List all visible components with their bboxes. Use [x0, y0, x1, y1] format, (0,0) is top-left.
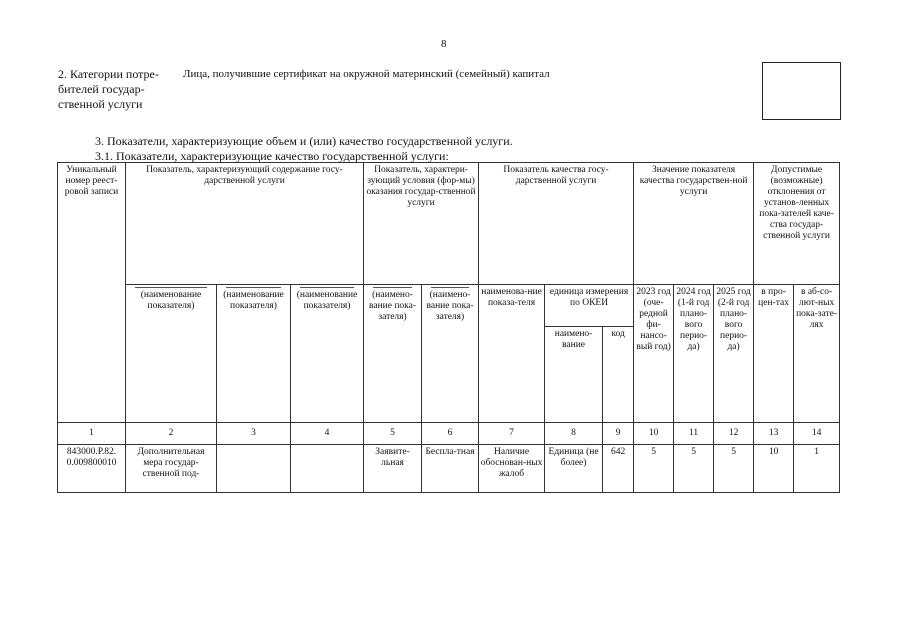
column-number: 14 — [794, 423, 840, 445]
header-allowed-deviation: Допустимые (возможные) отклонения от установ-ленных пока-зателей каче-ства государ-ственной услуги — [754, 163, 840, 285]
column-number: 4 — [291, 423, 364, 445]
page-number: 8 — [441, 38, 447, 50]
column-number: 7 — [479, 423, 545, 445]
section-3-1-title: 3.1. Показатели, характеризующие качество государственной услуги: — [95, 149, 449, 163]
header-unit-name: наимено-вание — [545, 327, 603, 423]
subheader-condition-1: (наимено-вание пока-зателя) — [364, 285, 422, 423]
header-year-2025: 2025 год (2-й год плано-вого перио-да) — [714, 285, 754, 423]
cell-deviation-absolute: 1 — [794, 445, 840, 493]
registry-code-box — [762, 62, 841, 120]
header-unit-code: код — [603, 327, 634, 423]
subheader-content-3: (наименование показателя) — [291, 285, 364, 423]
table-row — [58, 445, 840, 493]
column-number: 11 — [674, 423, 714, 445]
cell-value-2025: 5 — [714, 445, 754, 493]
column-number: 9 — [603, 423, 634, 445]
cell-content-2 — [217, 445, 291, 493]
cell-indicator-name: Наличие обоснован-ных жалоб — [479, 445, 545, 493]
column-number: 5 — [364, 423, 422, 445]
header-unit-okei: единица измерения по ОКЕИ — [545, 285, 634, 327]
section-3-title: 3. Показатели, характеризующие объем и (или) качество государственной услуги. — [95, 134, 513, 148]
cell-unique-number: 843000.Р.82. 0.009800010 — [58, 445, 126, 493]
subheader-content-1: (наименование показателя) — [126, 285, 217, 423]
column-number: 12 — [714, 423, 754, 445]
cell-value-2024: 5 — [674, 445, 714, 493]
column-number: 8 — [545, 423, 603, 445]
header-year-2024: 2024 год (1-й год плано-вого перио-да) — [674, 285, 714, 423]
cell-condition-2: Бесплa-тная — [422, 445, 479, 493]
consumer-category-label: 2. Категории потре-бителей государ-ственной услуги — [58, 67, 159, 111]
header-service-conditions: Показатель, характери-зующий условия (фор-мы) оказания государ-ственной услуги — [364, 163, 479, 285]
cell-content-3 — [291, 445, 364, 493]
column-number: 10 — [634, 423, 674, 445]
cell-condition-1: Заявите-льная — [364, 445, 422, 493]
consumer-category-value: Лица, получившие сертификат на окружной материнский (семейный) капитал — [183, 68, 550, 80]
header-deviation-absolute: в аб-со-лют-ных пока-зате-лях — [794, 285, 840, 423]
quality-indicators-table — [57, 162, 840, 493]
cell-unit-name: Единица (не более) — [545, 445, 603, 493]
cell-content-1: Дополнительная мера государ-ственной под- — [126, 445, 217, 493]
column-number: 13 — [754, 423, 794, 445]
cell-unit-code: 642 — [603, 445, 634, 493]
header-year-2023: 2023 год (оче-редной фи-нансо-вый год) — [634, 285, 674, 423]
header-service-content: Показатель, характеризующий содержание госу-дарственной услуги — [126, 163, 364, 285]
column-number: 2 — [126, 423, 217, 445]
header-deviation-percent: в про-цен-тах — [754, 285, 794, 423]
header-quality-indicator: Показатель качества госу-дарственной услуги — [479, 163, 634, 285]
cell-value-2023: 5 — [634, 445, 674, 493]
column-number: 1 — [58, 423, 126, 445]
header-indicator-name: наименова-ние показа-теля — [479, 285, 545, 423]
header-indicator-value: Значение показателя качества государствен-ной услуги — [634, 163, 754, 285]
subheader-content-2: (наименование показателя) — [217, 285, 291, 423]
header-unique-number: Уникальный номер реест-ровой записи — [58, 163, 126, 423]
column-number: 6 — [422, 423, 479, 445]
cell-deviation-percent: 10 — [754, 445, 794, 493]
subheader-condition-2: (наимено-вание пока-зателя) — [422, 285, 479, 423]
column-number: 3 — [217, 423, 291, 445]
